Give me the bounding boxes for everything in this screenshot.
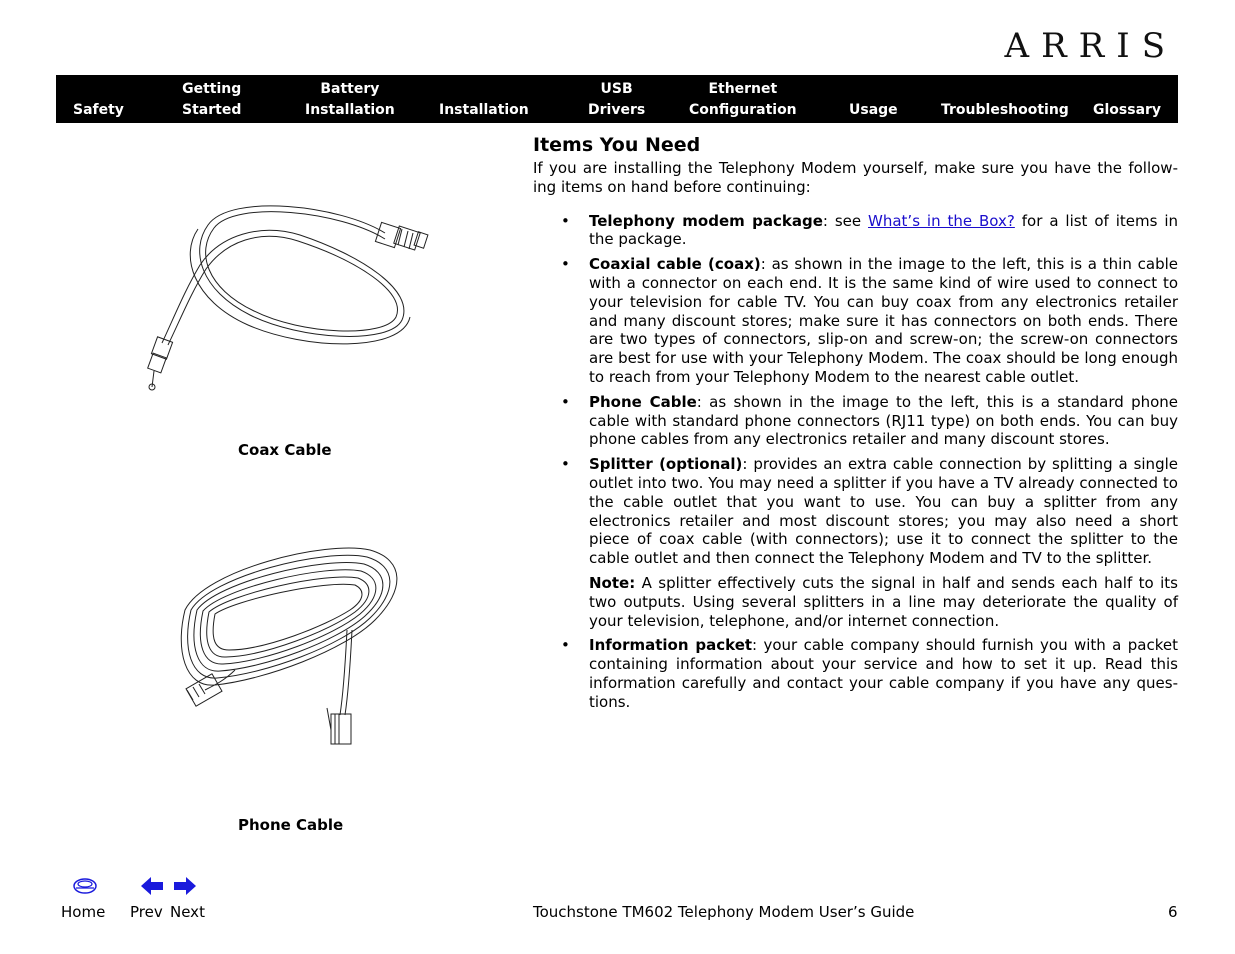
- section-title: Items You Need: [533, 134, 701, 156]
- nav-battery-installation-line2: Installation: [305, 102, 395, 118]
- home-link[interactable]: Home: [61, 903, 106, 921]
- item-term: Phone Cable: [589, 392, 697, 411]
- nav-getting-started-line1: Getting: [182, 81, 242, 97]
- items-list: [533, 212, 1178, 712]
- intro-paragraph: If you are installing the Telephony Modem yourself, make sure you have the follow-ing items on hand before continuing:: [533, 159, 1178, 196]
- nav-ethernet-configuration-line1: Ethernet: [708, 81, 778, 97]
- list-item: [533, 212, 1178, 250]
- next-link[interactable]: Next: [170, 903, 205, 921]
- splitter-note: [589, 574, 1178, 630]
- page-number: 6: [1168, 903, 1178, 921]
- nav-getting-started-line2: Started: [182, 102, 242, 118]
- list-item: [533, 255, 1178, 387]
- list-item: [533, 455, 1178, 630]
- bullet: •: [561, 455, 570, 474]
- coax-cable-image: [140, 195, 440, 395]
- nav-usage[interactable]: [849, 100, 898, 121]
- whats-in-the-box-link[interactable]: What’s in the Box?: [868, 211, 1015, 230]
- phone-cable-caption: Phone Cable: [238, 816, 344, 834]
- coax-cable-caption: Coax Cable: [238, 441, 332, 459]
- list-item: [533, 393, 1178, 449]
- bullet: •: [561, 255, 570, 274]
- list-item: [533, 636, 1178, 711]
- item-text: for a list of items in the package.: [589, 211, 1178, 249]
- nav-getting-started[interactable]: [182, 79, 241, 121]
- item-text: : provides an extra cable connection by splitting a single outlet into two. You may need a splitter if you have a TV already connected to the cable outlet that you want to use. You can buy a splitter from any electronics retailer and most discount stores; you may also need a short piece of coax cable (with connectors); use it to connect the splitter to the cable outlet and then connect the Telephony Modem and TV to the splitter.: [589, 455, 1178, 568]
- note-text: A splitter effectively cuts the signal in half and sends each half to its two outputs. Using several splitters in a line may deteriorate the quality of your television, telephone, and/or internet connection.: [589, 573, 1178, 630]
- prev-link[interactable]: Prev: [130, 903, 163, 921]
- nav-ethernet-configuration[interactable]: [689, 79, 797, 121]
- item-text: : your cable company should furnish you with a packet containing information about your service and how to set it up. Read this information carefully and contact your cable company if you have any ques-tions.: [589, 636, 1178, 711]
- nav-safety-line2: Safety: [73, 102, 124, 118]
- nav-installation-line2: Installation: [439, 102, 529, 118]
- prev-arrow-icon[interactable]: [141, 877, 163, 895]
- nav-troubleshooting-line2: Troubleshooting: [941, 102, 1069, 118]
- bullet: •: [561, 392, 570, 411]
- bullet: •: [561, 636, 570, 655]
- items-you-need-section: [533, 133, 1178, 718]
- home-icon[interactable]: [72, 877, 98, 895]
- item-text: : as shown in the image to the left, this is a thin cable with a connector on each end. It is the same kind of wire used to connect to your television for cable TV. You can buy coax from any electronics retailer and many discount stores; make sure it has connectors on both ends. There are two types of connectors, slip-on and screw-on; the screw-on connectors are best for use with your Telephony Modem. The coax should be long enough to reach from your Telephony Modem to the nearest cable outlet.: [589, 255, 1178, 386]
- item-term: Telephony modem package: [589, 211, 823, 230]
- nav-glossary-line2: Glossary: [1093, 102, 1162, 118]
- bullet: •: [561, 211, 570, 230]
- nav-glossary[interactable]: [1093, 100, 1161, 121]
- nav-installation[interactable]: [439, 100, 529, 121]
- nav-battery-installation[interactable]: [305, 79, 395, 121]
- item-text: : see: [822, 211, 869, 230]
- nav-usb-drivers-line1: USB: [600, 81, 633, 97]
- nav-safety[interactable]: [73, 100, 124, 121]
- nav-usage-line2: Usage: [849, 102, 898, 118]
- note-label: Note:: [589, 573, 636, 592]
- nav-ethernet-configuration-line2: Configuration: [689, 102, 797, 118]
- nav-usb-drivers-line2: Drivers: [588, 102, 646, 118]
- nav-usb-drivers[interactable]: [588, 79, 645, 121]
- top-nav-bar: [56, 75, 1178, 123]
- arris-logo: ARRIS: [1004, 26, 1177, 66]
- item-text: : as shown in the image to the left, this is a standard phone cable with standard phone connectors (RJ11 type) on both ends. You can buy phone cables from any electronics retailer and many discount stores.: [589, 392, 1179, 449]
- item-term: Information packet: [589, 636, 753, 655]
- nav-battery-installation-line1: Battery: [320, 81, 380, 97]
- guide-title: Touchstone TM602 Telephony Modem User’s Guide: [533, 903, 915, 921]
- item-term: Coaxial cable (coax): [589, 255, 761, 274]
- phone-cable-image: [175, 530, 415, 750]
- nav-troubleshooting[interactable]: [941, 100, 1069, 121]
- next-arrow-icon[interactable]: [174, 877, 196, 895]
- item-term: Splitter (optional): [589, 455, 743, 474]
